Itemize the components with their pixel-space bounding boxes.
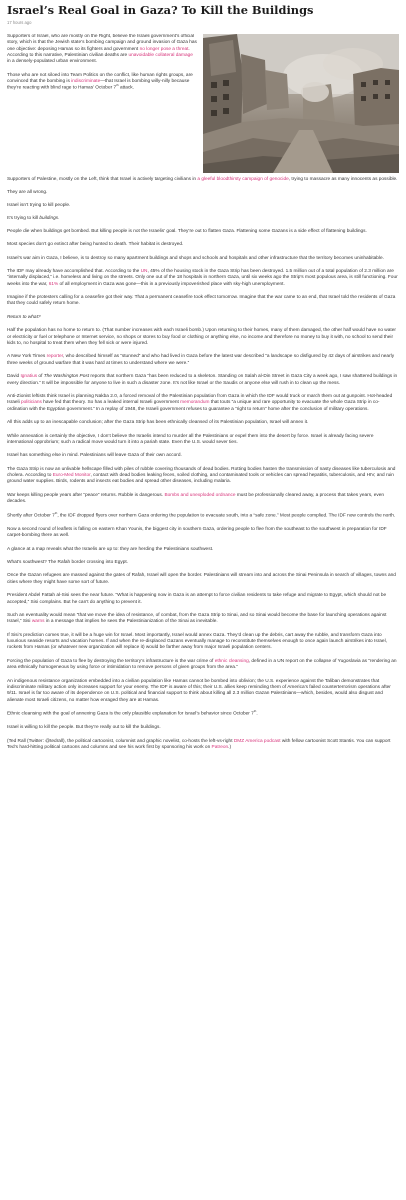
inline-link[interactable]: Ignatius	[20, 374, 38, 380]
text-run: Ethnic cleansing with the goal of annexing Gaza is the only plausible explanation for Israel’s behavior since October 7	[7, 711, 254, 717]
text-run: Once the Gazan refugees are massed against the gates of Rafah, Israel will open the border. Palestinians will stream into and across the Sinai Peninsula in search of villages, towns and cities where they might have some sort of future.	[7, 573, 396, 585]
paragraph	[7, 374, 399, 387]
paragraph	[7, 679, 399, 704]
paragraph	[7, 177, 399, 183]
text-run: Israel isn’t trying to kill people.	[7, 203, 71, 209]
text-run: , the IDF dropped flyers over northern Gaza ordering the population to evacuate south, into a “safe zone.” Most people complied. The IDF now controls the north.	[57, 513, 396, 519]
text-run: They are all wrong.	[7, 190, 48, 196]
text-run: that touts “a unique and rare opportunity to evacuate the whole Gaza Strip in co-ordination with the Egyptian government.” In a replay of 1948, the Israeli government refuses to guarantee a “right to return” home after the conclusion of military operations.	[7, 400, 380, 412]
superscript: th	[253, 709, 257, 714]
article-title: Israel’s Real Goal in Gaza? To Kill the Buildings	[7, 3, 314, 17]
inline-link[interactable]: memorandum	[180, 400, 210, 406]
text-run: While annexation is certainly the objective, I don’t believe the Israelis intend to murder all the Palestinians or expel them into the desert by force. Israel is already facing severe international opprobrium; such a radical move would turn it into a pariah state. Even the U.S. would sever ties.	[7, 433, 374, 445]
text-run: War keeps killing people years after “peace” returns. Rubble is dangerous.	[7, 492, 165, 498]
article-body	[7, 177, 399, 751]
inline-link[interactable]: a gleeful bloodthirsty campaign of genocide	[197, 177, 289, 182]
paragraph	[7, 256, 399, 262]
text-run: Supporters of Palestine, mostly on the Left, think that Israel is actively targeting civilians in	[7, 177, 198, 182]
text-run: , contact with dead bodies leaking feces, soiled clothing, and contaminated tools or vehicles can spread hepatitis, tuberculosis, and HIV, and ruin ground water supplies. Birds, rodents and insects eat bodies and spread other diseases, including malaria.	[7, 473, 394, 485]
paragraph	[7, 547, 399, 553]
text-run: A glance at a map reveals what the Israelis are up to: they are herding the Palestinians southwest.	[7, 546, 214, 552]
paragraph	[7, 216, 399, 222]
text-run: , who described himself as “stunned” and who had lived in Gaza before the latest war described “a landscape so disfigured by 42 days of airstrikes and nearly three weeks of ground warfare that it was hard at times to understand where we were.”	[7, 354, 395, 366]
paragraph	[7, 394, 399, 413]
text-run: (Ted Rall (Twitter: @tedrall), the political cartoonist, columnist and graphic novelist, co-hosts the left-vs-right	[7, 738, 234, 744]
text-run: Israel has something else in mind. Palestinians will leave Gaza of their own accord.	[7, 453, 182, 459]
inline-link[interactable]: 61%	[48, 281, 59, 287]
text-run: An indigenous resistance organization embedded into a civilian population like Hamas cannot be bombed into oblivion; the U.S. experience against the Taliban demonstrates that indiscriminate military action only increases support for your enemy. The IDF is aware of this; their U.S. allies keep reminding them of America’s failed counterterrorism operations after 9/11. Israel is far too aware of its dependence on U.S. political and financial support to think about killing all 2.3 million Gazan Palestinians—which, besides, would also disgust and alienate most Israeli citizens, no matter how enraged they are at Hamas.	[7, 678, 391, 703]
lead-section	[7, 34, 399, 177]
post-timestamp: 17 hours ago	[7, 20, 32, 25]
text-run: attack.	[118, 85, 134, 91]
inline-link[interactable]: Bombs and unexploded ordnance	[164, 492, 236, 498]
text-run: What’s southwest? The Rafah border crossing into Egypt.	[7, 560, 129, 565]
paragraph	[7, 510, 399, 520]
paragraph	[7, 633, 399, 652]
paragraph	[7, 328, 399, 347]
text-run: Now a second round of leaflets is falling on eastern Khan Younis, the biggest city in southern Gaza, ordering people to flee from the southeast to the southwest in preparation for IDF carpet-bombing there as well.	[7, 526, 387, 539]
text-run: . According to this narrative, Palestinian civilian deaths are	[7, 46, 190, 58]
paragraph	[7, 711, 399, 718]
paragraph	[7, 420, 399, 426]
text-run: , 45% of the housing stock in the Gaza Strip has been destroyed. 1.5 million out of a total population of 2.3 million are “internally displaced,” i.e. homeless and living on the streets. Only one out of the 18 hospitals in northern Gaza, until six weeks ago the Strip’s most populous area, is still functioning. Four weeks into the war,	[7, 269, 398, 287]
text-run: Forcing the population of Gaza to flee by destroying the territory’s infrastructure is the war crime of	[7, 658, 215, 664]
inline-link[interactable]: ethnic cleansing	[214, 658, 249, 664]
destroyed-buildings-icon	[203, 34, 399, 173]
text-run: Such an eventuality would mean “that we move the idea of resistance, of combat, from the Gaza Strip to Sinai, and so Sinai would become the base for launching operations against Israel,” Sisi	[7, 613, 387, 625]
paragraph	[7, 739, 399, 752]
text-run: .	[256, 711, 258, 717]
paragraph	[7, 229, 399, 235]
text-run: It’s trying to kill	[7, 215, 40, 221]
paragraph	[7, 453, 399, 459]
text-run: of all employment in Gaza was gone—this in a previously impoverished place with sky-high unemployment.	[58, 281, 285, 287]
text-run: .	[58, 215, 60, 221]
text-run: Anti-Zionist leftists think Israel is planning Nakba 2.0, a forced removal of the Palestinian population from Gaza in which the IDF would truck or march them out at gunpoint. Hot-headed Israeli	[7, 393, 393, 406]
text-run: have fed that theory. So has a leaked internal Israeli government	[41, 400, 181, 406]
inline-link[interactable]: Patreon	[211, 744, 229, 750]
text-run: Most species don’t go extinct after being hunted to death. Their habitat is destroyed.	[7, 242, 184, 248]
italic-text: Return to what?	[7, 314, 41, 320]
superscript: th	[116, 83, 119, 88]
paragraph	[7, 434, 399, 447]
paragraph	[7, 203, 399, 209]
text-run: A New York Times	[7, 354, 47, 360]
inline-link[interactable]: politicians	[21, 400, 42, 406]
text-run: People die when buildings get bombed. But killing people is not the Israelis’ goal. They’re out to flatten Gaza. Flattening some Gazans is a side effect of flattening buildings.	[7, 228, 367, 234]
paragraph	[7, 593, 399, 606]
text-run: Half the population has no home to return to. (That number increases with each Israeli bomb.) Upon returning to their homes, many of them damaged, the other half would have no water or electricity or fuel or telephone or Internet service, no shops or stores to buy food or clothing or anything else, no income and therefore no money to buy it with, no school to send their kids to, no hospital to treat them when they fell sick or were injured.	[7, 328, 396, 346]
text-run: , defined in a UN report on the collapse of Yugoslavia as “rendering an area ethnically homogeneous by using force or intimidation to remove persons of given groups from the area.”	[7, 658, 397, 671]
paragraph	[7, 295, 399, 308]
text-run: Shortly after October 7	[7, 513, 55, 519]
text-run: All this adds up to an inescapable conclusion; after the Gaza Strip has been ethnically cleansed of its Palestinian population, Israel will annex it.	[7, 420, 309, 426]
text-run: of	[37, 374, 44, 380]
text-run: —that Israel is bombing willy-nilly because they’re reacting with blind rage to Hamas’ October 7	[7, 78, 190, 91]
superscript: th	[54, 510, 58, 515]
text-run: , trying to massacre as many innocents as possible.	[288, 177, 398, 182]
text-run: Supporters of Israel, who are mostly on the Right, believe the Israeli government’s official story, which is that the Jewish state’s bombing campaign and ground invasion of Gaza has one objective: deposing Hamas so its fighters and government	[7, 34, 197, 52]
paragraph	[7, 725, 399, 731]
paragraph	[7, 354, 399, 367]
paragraph	[7, 190, 399, 196]
text-run: reports that northern Gaza “has been reduced to a skeleton. Standing on Salah al-Din Street in Gaza City a week ago, I saw shattered buildings in every direction.” It will be impossible for anyone to live in such a disaster zone. It’s not like Israel or the Saudis or anyone else will rush in to clean up the mess.	[7, 374, 398, 386]
text-run: President Abdel Fattah al-Sisi sees the near future. “What is happening now in Gaza is an attempt to force civilian residents to take refuge and migrate to Egypt, which should not be accepted,” Sisi complains. But he can’t do anything to prevent it.	[7, 593, 387, 605]
inline-link[interactable]: DMZ America podcast	[233, 738, 281, 744]
paragraph	[7, 659, 399, 672]
text-run: Israel is willing to kill the people. But they’re really out to kill the buildings.	[7, 725, 161, 731]
text-run: The IDF may already have accomplished that. According to the	[7, 269, 141, 274]
paragraph	[7, 242, 399, 248]
text-run: Those who are not siloed into Team Politics on the conflict, like human rights groups, are convinced that the bombing is	[7, 72, 193, 84]
text-run: Israel’s war aim in Gaza, I believe, is to destroy so many apartment buildings and shops and schools and hospitals and other infrastructure that the territory becomes uninhabitable.	[7, 255, 384, 261]
inline-link[interactable]: indiscriminate	[71, 78, 101, 84]
paragraph	[7, 613, 399, 626]
paragraph	[7, 527, 399, 540]
inline-link[interactable]: warns	[31, 619, 45, 625]
text-run: David	[7, 374, 21, 380]
text-run: must be professionally cleared away, a process that takes years, even decades.	[7, 492, 385, 505]
paragraph	[7, 269, 399, 288]
paragraph	[7, 315, 399, 321]
text-run: in a densely-populated urban environment.	[7, 59, 98, 65]
italic-text: The Washington Post	[43, 374, 90, 380]
italic-text: buildings	[39, 215, 59, 221]
inline-link[interactable]: unavoidable collateral damage	[128, 52, 193, 58]
hero-image	[203, 34, 399, 173]
text-run: If Sisi’s prediction comes true, it will be a huge win for Israel. Most importantly, Israel would annex Gaza. They’d clean up the debris, cart away the rubble, and transform Gaza into luxurious seaside resorts and vacation homes. If and when the re-displaced Gazans eventually manage to reconstitute themselves enough to once again launch airstrikes into Israel, rockets from Hamas (or whatever new organization will replace it) would be farther away from major Israeli population centers.	[7, 632, 387, 651]
paragraph	[7, 467, 399, 486]
text-run: in a message that implies he sees the Palestinianization of the Sinai as inevitable.	[44, 619, 218, 625]
paragraph	[7, 493, 399, 506]
text-run: Imagine if the protesters calling for a ceasefire got their way. That a permanent ceasefire took effect tomorrow. Imagine that the war came to an end, that Israel told the residents of Gaza that they could safely return home.	[7, 295, 396, 307]
inline-link[interactable]: reporter	[46, 354, 63, 360]
inline-link[interactable]: Euro-Med Monitor	[52, 473, 91, 479]
text-run: .)	[228, 744, 232, 750]
text-run: with fellow cartoonist Scott Stantis. You can support Ted’s hard-hitting political cartoons and columns and see his work first by sponsoring his work on	[7, 738, 391, 750]
inline-link[interactable]: UN	[140, 269, 148, 274]
text-run: The Gaza Strip is now an unlivable hellscape filled with piles of rubble covering thousands of dead bodies. Rotting bodies hasten the transmission of nasty diseases like tuberculosis and cholera. According to	[7, 466, 396, 479]
paragraph	[7, 573, 399, 586]
inline-link[interactable]: no longer pose a threat	[139, 46, 189, 52]
paragraph	[7, 560, 399, 566]
